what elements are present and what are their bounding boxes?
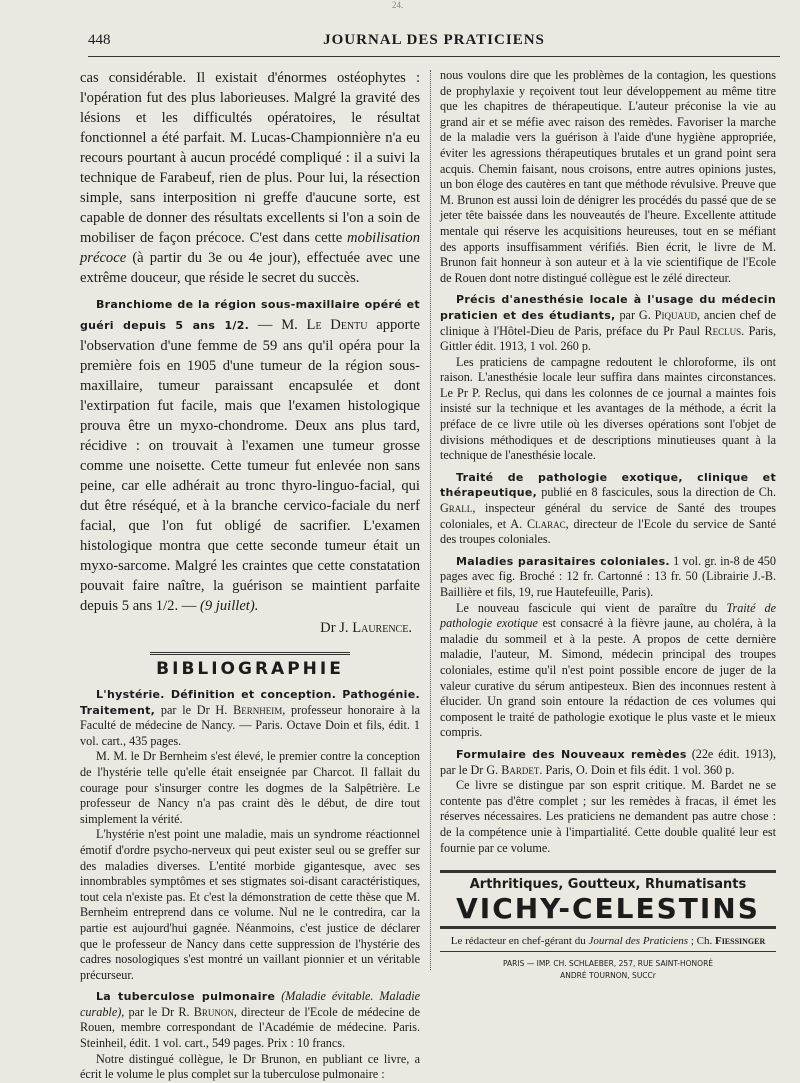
right-column	[440, 68, 776, 982]
journal-title: JOURNAL DES PRATICIENS	[323, 32, 545, 48]
ad-tagline: Arthritiques, Goutteux, Rhumatisants	[469, 877, 747, 893]
article-branchiome: Branchiome de la région sous-maxillaire opéré et guéri depuis 5 ans 1/2. — M. Le Dentu apporte l'observation d'une femme de 59 ans qu'il opéra pour la première fois en 1905 d'une tumeur de la région sous-maxillaire, tumeur paraissant encapsulée et dont l'extirpation fut facile, mais que l'examen histologique prouva être un myxo-chondrome. Deux ans plus tard, récidive : on trouvait à l'examen une tumeur grosse comme une noisette. Cette tumeur fut enlevée non sans peine, car elle adhérait au tronc thyro-linguo-facial, qui dut être réséqué, et à la branche cervico-faciale du nerf facial, que l'on fut obligé de sacrifier. L'examen histologique montra que cette seconde tumeur était un myxo-sarcome. Malgré les craintes que cette constatation pouvait faire naître, la guérison se maintient parfaite depuis 5 ans 1/2. — (9 juillet).	[80, 298, 420, 614]
review-paragraph: M. M. le Dr Bernheim s'est élevé, le premier contre la conception de l'hystérie telle qu'elle était enseignée par Charcot. Il fallait du courage pour s'insurger contre les dogmes de la Salpêtrière. Le professeur de Nancy n'a pas craint dès le début, de dire tout simplement la vérité.	[80, 749, 420, 826]
section-header	[80, 652, 420, 679]
left-column	[80, 68, 420, 1083]
page-mark: 24.	[392, 0, 404, 10]
page-number: 448	[88, 32, 111, 48]
running-header	[88, 28, 780, 57]
review-paragraph: Les praticiens de campagne redoutent le chloroforme, ils ont raison. L'anesthésie locale leur suffira dans maintes circonstances. Le Pr P. Reclus, qui dans les colonnes de ce journal a maintes fois insisté sur la technique et les avantages de la méthode, a écrit la préface de ce livre utile où les diverses opérations sont l'objet de divisions méthodiques et de descriptions minutieuses quant à la technique de l'anesthésie locale.	[440, 354, 776, 463]
column-divider	[430, 70, 432, 970]
editor-line: Le rédacteur en chef-gérant du Journal des Praticiens ; Ch. Fiessinger	[450, 935, 766, 948]
review-hysterie: L'hystérie. Définition et conception. Pathogénie. Traitement, par le Dr H. Bernheim, professeur honoraire à la Faculté de médecine de Nancy. — Paris. Octave Doin et fils, édit. 1 vol. cart., 435 pages.	[80, 688, 421, 748]
advertisement	[440, 870, 776, 982]
review-formulaire: Formulaire des Nouveaux remèdes (22e édit. 1913), par le Dr G. Bardet. Paris, O. Doin et fils édit. 1 vol. 360 p.	[440, 746, 776, 777]
section-rule	[150, 652, 350, 655]
section-title: BIBLIOGRAPHIE	[156, 659, 344, 679]
ad-rule	[440, 870, 776, 873]
review-continuation: nous voulons dire que les problèmes de la contagion, les questions de prophylaxie y reçoivent tout leur développement au même titre que les chapitres de thérapeutique. L'auteur préconise la vie au grand air et se méfie avec raison des remèdes. Favoriser la marche de la maladie vers la guérison à l'aide d'une hygiène appropriée, éviter les agressions thérapeutiques brutales et un grand point sera acquis. Chemin faisant, nous croisons, entre autres opinions justes, un bon éloge des cautères en tant que méthode révulsive. Preuve que M. Brunon est aussi loin de dénigrer les procédés du passé que de se jeter tête baissée dans les nouveautés de l'heure. Excellente attitude mentale qui réserve les acquisitions heureuses, tout en se méfiant des apports insuffisamment vérifiés. Bien écrit, le livre de M. Brunon fait honneur à son auteur et à la vie scientifique de l'Ecole de Rouen dont notre distingué collègue est le zélé directeur.	[440, 68, 776, 285]
review-paragraph: L'hystérie n'est point une maladie, mais un syndrome réactionnel émotif d'ordre psycho-nerveux qui peut exister seul ou se greffer sur des maladies diverses. L'entité morbide gigantesque, avec ses innombrables symptômes et ses stigmates soi-disant caractéristiques, tout cela n'existe pas. Et c'est la démonstration de cette thèse que M. Bernheim entreprend dans ce volume. Nul ne le contredira, car la partie est aujourd'hui gagnée. Néanmoins, c'est justice de déclarer que le professeur de Nancy dans cette suppression de l'hystérie des cadres nosologiques s'est montré un vaillant pionnier et un véritable précurseur.	[80, 827, 420, 982]
review-tuberculose: La tuberculose pulmonaire (Maladie évitable. Maladie curable), par le Dr R. Brunon, directeur de l'Ecole de médecine de Rouen, membre correspondant de l'Académie de médecine. Paris. Steinheil, édit. 1 vol. cart., 549 pages. Prix : 10 francs.	[80, 989, 421, 1051]
printer-imprint: PARIS — IMP. CH. SCHLAEBER, 257, RUE SAINT-HONORÉ ANDRÉ TOURNON, SUCCr	[502, 959, 714, 981]
review-paragraph: Le nouveau fascicule qui vient de paraître du Traité de pathologie exotique est consacré à la fièvre jaune, au choléra, à la maladie du sommeil et à la peste. A propos de cette dernière maladie, l'auteur, M. Simond, médecin principal des troupes coloniales, estime qu'il n'est point possible encore de juger de la valeur curative du sérum antipesteux. Bien des inconnues restent à élucider. Un grand soin entoure la rédaction de ces volumes qui composent le traité de pathologie exotique le plus vaste et le mieux compris.	[440, 600, 777, 740]
review-paragraph: Ce livre se distingue par son esprit critique. M. Bardet ne se contente pas d'être complet ; sur les remèdes à fracas, il émet les réserves nécessaires. Les praticiens ne demandent pas autre chose : de la compétence unie à l'impartialité. Cette double qualité leur est fournie par ce volume.	[440, 778, 776, 855]
review-pathologie: Traité de pathologie exotique, clinique et thérapeutique, publié en 8 fascicules, sous la direction de Ch. Grall, inspecteur général du service de Santé des troupes coloniales, et A. Clarac, directeur de l'Ecole du service de Santé des troupes coloniales.	[440, 470, 777, 547]
review-maladies: Maladies parasitaires coloniales. 1 vol. gr. in-8 de 450 pages avec fig. Broché : 12 fr. Cartonné : 13 fr. 50 (Librairie J.-B. Baillière et fils, 19, rue Hautefeuille, Paris).	[440, 553, 776, 599]
review-anesthesie: Précis d'anesthésie locale à l'usage du médecin praticien et des étudiants, par G. Piquaud, ancien chef de clinique à l'Hôtel-Dieu de Paris, préface du Pr Paul Reclus. Paris, Gittler édit. 1913, 1 vol. 260 p.	[440, 293, 776, 354]
ad-rule	[440, 926, 776, 929]
ad-brand: VICHY-CELESTINS	[456, 892, 760, 926]
article-title: Branchiome de la région sous-maxillaire opéré et guéri depuis 5 ans 1/2.	[80, 298, 420, 332]
article-signature: Dr J. Laurence.	[320, 620, 412, 636]
review-paragraph: Notre distingué collègue, le Dr Brunon, en publiant ce livre, a écrit le volume le plus complet sur la tuberculose pulmonaire :	[80, 1051, 420, 1082]
footer-rule	[440, 951, 776, 952]
paragraph-resection: cas considérable. Il existait d'énormes ostéophytes : l'opération fut des plus laborieuses. Malgré la gravité des lésions et les difficultés opératoires, le résultat fonctionnel a été parfait. M. Lucas-Championnière n'a eu recours pourtant à aucun procédé compliqué : il a suivi la technique de Farabeuf, rien de plus. Pour lui, la résection simple, sans interposition ni greffe d'aucune sorte, est capable de donner des résultats excellents si l'on a soin de mobiliser de façon précoce. C'est dans cette mobilisation précoce (à partir du 3e ou 4e jour), effectuée avec une extrême douceur, que réside le secret du succès.	[80, 70, 421, 286]
